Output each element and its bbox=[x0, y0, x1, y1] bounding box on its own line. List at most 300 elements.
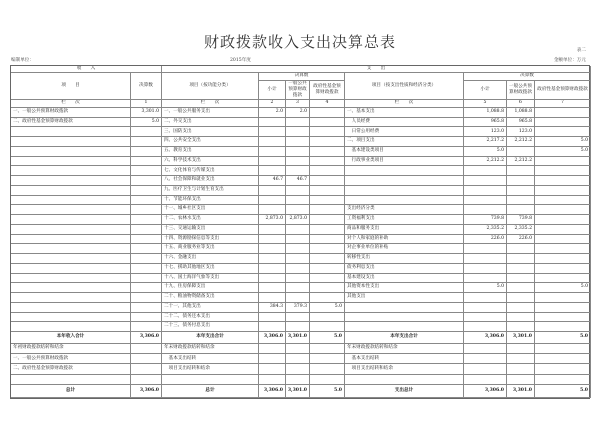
table-row-econ-item: 对企事业单位的补贴 bbox=[345, 244, 464, 254]
table-row-income-value bbox=[131, 293, 162, 303]
table-row-econ-subtotal: 965.8 bbox=[464, 118, 507, 128]
carry-row-econ-item: 项目支出结转和结余 bbox=[345, 364, 464, 374]
table-row-income-item bbox=[11, 215, 131, 225]
table-row-income-value bbox=[131, 244, 162, 254]
table-row-econ-general bbox=[507, 244, 535, 254]
table-row-func-item: 十一、城乡社区支出 bbox=[162, 205, 259, 215]
table-row-econ-item bbox=[345, 176, 464, 186]
carry-row-econ-item: 基本支出结转 bbox=[345, 354, 464, 364]
table-row-econ-gov-fund bbox=[535, 313, 591, 323]
carry-row-econ-general bbox=[507, 354, 535, 364]
table-row-func-subtotal bbox=[259, 137, 286, 147]
carry-row-income-value bbox=[131, 354, 162, 364]
table-row-econ-item: 人员经费 bbox=[345, 118, 464, 128]
table-row-func-gov-fund bbox=[310, 293, 345, 303]
carry-row-econ-gov-fund bbox=[535, 364, 591, 374]
carry-row-income-item: 年初财政拨款结转和结余 bbox=[11, 344, 131, 354]
unit-label: 编制单位： bbox=[11, 58, 34, 63]
income-project-header: 项 目 bbox=[11, 73, 131, 100]
grand-total-row-econ-subtotal: 3,306.0 bbox=[464, 385, 507, 398]
table-row-econ-subtotal bbox=[464, 293, 507, 303]
table-row-func-subtotal bbox=[259, 322, 286, 332]
table-row-econ-general: 123.0 bbox=[507, 127, 535, 137]
col-number: 4 bbox=[310, 100, 345, 108]
table-row-econ-gov-fund bbox=[535, 196, 591, 206]
grand-total-row-func-gov-fund: 5.0 bbox=[310, 385, 345, 398]
lanci-label: 栏 次 bbox=[345, 100, 464, 108]
table-row-income-item bbox=[11, 322, 131, 332]
table-row-func-item: 一、一般公共服务支出 bbox=[162, 108, 259, 118]
econ-decision-header: 决算数 bbox=[464, 73, 591, 81]
table-row-econ-gov-fund: 5.0 bbox=[535, 147, 591, 157]
table-row-func-gov-fund bbox=[310, 283, 345, 293]
carry-row-func-general bbox=[286, 364, 310, 374]
grand-total-row-econ-general: 3,301.0 bbox=[507, 385, 535, 398]
table-row-func-gov-fund bbox=[310, 313, 345, 323]
table-row-econ-subtotal bbox=[464, 254, 507, 264]
table-row-econ-gov-fund bbox=[535, 176, 591, 186]
carry-row-econ-subtotal bbox=[464, 354, 507, 364]
table-row-func-gov-fund bbox=[310, 215, 345, 225]
table-row-econ-item: 工资福利支出 bbox=[345, 215, 464, 225]
table-row-func-gov-fund bbox=[310, 176, 345, 186]
carry-row-func-item: 基本支出结转 bbox=[162, 354, 259, 364]
table-row-func-subtotal bbox=[259, 127, 286, 137]
table-row-func-general bbox=[286, 244, 310, 254]
table-row-econ-item bbox=[345, 313, 464, 323]
table-row-econ-subtotal bbox=[464, 166, 507, 176]
carry-row-econ-gov-fund bbox=[535, 354, 591, 364]
table-row-func-item: 十、节能环保支出 bbox=[162, 196, 259, 206]
col-number: 2 bbox=[259, 100, 286, 108]
table-row-econ-item: 基本建设类项目 bbox=[345, 147, 464, 157]
table-row-econ-subtotal bbox=[464, 322, 507, 332]
table-row-func-item: 二、外交支出 bbox=[162, 118, 259, 128]
carry-row-func-item bbox=[162, 375, 259, 385]
grand-total-row-func-general: 3,301.0 bbox=[286, 385, 310, 398]
carry-row-econ-gov-fund bbox=[535, 375, 591, 385]
table-row-econ-subtotal: 739.8 bbox=[464, 215, 507, 225]
table-row-econ-item: 对个人和家庭的补助 bbox=[345, 235, 464, 245]
carry-row-econ-general bbox=[507, 375, 535, 385]
total-row-func-subtotal: 3,306.0 bbox=[259, 332, 286, 344]
income-budget-header: 决算数 bbox=[131, 73, 162, 100]
table-row-income-value bbox=[131, 313, 162, 323]
table-row-func-item: 十九、住房保障支出 bbox=[162, 283, 259, 293]
table-row-func-subtotal bbox=[259, 147, 286, 157]
col-number: 3 bbox=[286, 100, 310, 108]
table-row-func-gov-fund bbox=[310, 205, 345, 215]
table-row-func-subtotal bbox=[259, 313, 286, 323]
table-number: 表二 bbox=[576, 48, 586, 53]
table-row-func-general bbox=[286, 283, 310, 293]
lanci-label: 栏 次 bbox=[162, 100, 259, 108]
table-row-income-value bbox=[131, 127, 162, 137]
table-row-income-value bbox=[131, 264, 162, 274]
budget-table bbox=[10, 65, 590, 399]
table-row-income-item bbox=[11, 274, 131, 284]
table-row-econ-item: 日常公用经费 bbox=[345, 127, 464, 137]
func-subtotal-header: 小计 bbox=[259, 81, 286, 100]
func-item-header: 项目（按功能分类） bbox=[162, 73, 259, 100]
total-row-econ-general: 3,301.0 bbox=[507, 332, 535, 344]
table-row-income-item bbox=[11, 313, 131, 323]
table-row-econ-subtotal bbox=[464, 186, 507, 196]
table-row-econ-gov-fund bbox=[535, 127, 591, 137]
table-row-income-item bbox=[11, 264, 131, 274]
carry-row-income-item: 二、政府性基金预算财政拨款 bbox=[11, 364, 131, 374]
table-row-income-item bbox=[11, 205, 131, 215]
table-row-econ-general: 226.0 bbox=[507, 235, 535, 245]
carry-row-econ-item bbox=[345, 375, 464, 385]
grand-total-row-func-subtotal: 3,306.0 bbox=[259, 385, 286, 398]
table-row-income-item bbox=[11, 225, 131, 235]
table-row-econ-general: 2,335.2 bbox=[507, 225, 535, 235]
table-row-func-gov-fund bbox=[310, 274, 345, 284]
table-row-func-general bbox=[286, 157, 310, 167]
table-row-func-general bbox=[286, 196, 310, 206]
table-row-func-gov-fund bbox=[310, 322, 345, 332]
table-row-income-item bbox=[11, 186, 131, 196]
table-row-econ-gov-fund bbox=[535, 274, 591, 284]
carry-row-func-subtotal bbox=[259, 354, 286, 364]
carry-row-income-value bbox=[131, 344, 162, 354]
table-row-econ-item bbox=[345, 303, 464, 313]
table-row-econ-general: 739.8 bbox=[507, 215, 535, 225]
table-row-func-item: 十八、国土海洋气象等支出 bbox=[162, 274, 259, 284]
table-row-func-gov-fund bbox=[310, 225, 345, 235]
table-row-econ-general bbox=[507, 166, 535, 176]
grand-total-row-econ-item: 支出总计 bbox=[345, 385, 464, 398]
table-row-func-subtotal bbox=[259, 293, 286, 303]
carry-row-func-general bbox=[286, 344, 310, 354]
table-row-income-item bbox=[11, 283, 131, 293]
table-row-func-subtotal: 384.3 bbox=[259, 303, 286, 313]
table-row-func-general: 379.3 bbox=[286, 303, 310, 313]
table-row-econ-item: 基本建设支出 bbox=[345, 274, 464, 284]
table-row-econ-general: 965.8 bbox=[507, 118, 535, 128]
table-row-func-general bbox=[286, 274, 310, 284]
table-row-income-item bbox=[11, 147, 131, 157]
table-row-econ-gov-fund bbox=[535, 303, 591, 313]
table-row-func-subtotal bbox=[259, 283, 286, 293]
table-row-income-value bbox=[131, 186, 162, 196]
table-row-func-subtotal bbox=[259, 264, 286, 274]
table-row-econ-subtotal: 226.0 bbox=[464, 235, 507, 245]
table-row-econ-subtotal: 123.0 bbox=[464, 127, 507, 137]
amount-unit-label: 金额单位：万元 bbox=[553, 58, 586, 63]
total-row-func-gov-fund: 5.0 bbox=[310, 332, 345, 344]
table-row-econ-item: 转移性支出 bbox=[345, 254, 464, 264]
table-row-econ-gov-fund bbox=[535, 166, 591, 176]
table-row-income-item bbox=[11, 293, 131, 303]
table-row-income-value bbox=[131, 166, 162, 176]
table-row-econ-subtotal bbox=[464, 313, 507, 323]
table-row-income-value bbox=[131, 322, 162, 332]
document-title: 财政拨款收入支出决算总表 bbox=[203, 33, 396, 51]
table-row-econ-gov-fund: 5.0 bbox=[535, 283, 591, 293]
table-row-econ-item bbox=[345, 196, 464, 206]
carry-row-func-subtotal bbox=[259, 344, 286, 354]
carry-row-income-item: 一、一般公共预算财政拨款 bbox=[11, 354, 131, 364]
table-row-econ-general: 2,212.2 bbox=[507, 137, 535, 147]
expense-header: 支 出 bbox=[162, 66, 591, 73]
col-number: 1 bbox=[131, 100, 162, 108]
table-row-econ-gov-fund bbox=[535, 225, 591, 235]
grand-total-row-func-item: 总计 bbox=[162, 385, 259, 398]
total-row-income-value: 3,306.0 bbox=[131, 332, 162, 344]
func-decision-header: 决算数 bbox=[259, 73, 345, 81]
carry-row-func-general bbox=[286, 375, 310, 385]
total-row-func-item: 本年支出合计 bbox=[162, 332, 259, 344]
table-row-func-gov-fund bbox=[310, 166, 345, 176]
table-row-func-item: 九、医疗卫生与计划生育支出 bbox=[162, 186, 259, 196]
carry-row-econ-subtotal bbox=[464, 364, 507, 374]
total-row-func-general: 3,301.0 bbox=[286, 332, 310, 344]
table-row-econ-gov-fund bbox=[535, 254, 591, 264]
table-row-func-subtotal bbox=[259, 196, 286, 206]
table-row-econ-gov-fund: 5.0 bbox=[535, 137, 591, 147]
total-row-econ-subtotal: 3,306.0 bbox=[464, 332, 507, 344]
table-row-income-item bbox=[11, 137, 131, 147]
carry-row-econ-subtotal bbox=[464, 375, 507, 385]
table-row-econ-general bbox=[507, 196, 535, 206]
table-row-econ-general bbox=[507, 322, 535, 332]
table-row-econ-subtotal: 5.0 bbox=[464, 283, 507, 293]
table-row-func-gov-fund bbox=[310, 264, 345, 274]
table-row-econ-gov-fund bbox=[535, 186, 591, 196]
table-row-econ-subtotal bbox=[464, 196, 507, 206]
table-row-func-item: 三、国防支出 bbox=[162, 127, 259, 137]
grand-total-row-income-value: 3,306.0 bbox=[131, 385, 162, 398]
table-row-func-subtotal bbox=[259, 186, 286, 196]
table-row-income-value bbox=[131, 254, 162, 264]
table-row-econ-item: 二、项目支出 bbox=[345, 137, 464, 147]
table-row-econ-general bbox=[507, 254, 535, 264]
total-row-econ-gov-fund: 5.0 bbox=[535, 332, 591, 344]
table-row-func-subtotal bbox=[259, 166, 286, 176]
carry-row-func-subtotal bbox=[259, 364, 286, 374]
table-row-econ-subtotal: 2,335.2 bbox=[464, 225, 507, 235]
table-row-income-value bbox=[131, 147, 162, 157]
table-row-func-general bbox=[286, 225, 310, 235]
table-row-func-general bbox=[286, 147, 310, 157]
table-row-func-general bbox=[286, 118, 310, 128]
table-row-func-item: 五、教育支出 bbox=[162, 147, 259, 157]
table-row-econ-general bbox=[507, 264, 535, 274]
table-row-econ-gov-fund bbox=[535, 205, 591, 215]
table-row-func-subtotal bbox=[259, 225, 286, 235]
func-general-header: 一般公共预算财政拨款 bbox=[286, 81, 310, 100]
table-row-econ-gov-fund bbox=[535, 264, 591, 274]
table-row-func-item: 十三、交通运输支出 bbox=[162, 225, 259, 235]
table-row-func-subtotal bbox=[259, 118, 286, 128]
table-row-income-value bbox=[131, 215, 162, 225]
table-row-econ-item: 商品和服务支出 bbox=[345, 225, 464, 235]
total-row-econ-item: 本年支出合计 bbox=[345, 332, 464, 344]
table-row-income-value bbox=[131, 274, 162, 284]
carry-row-func-gov-fund bbox=[310, 354, 345, 364]
table-row-econ-general: 2,212.2 bbox=[507, 157, 535, 167]
table-row-income-value bbox=[131, 235, 162, 245]
carry-row-income-value bbox=[131, 375, 162, 385]
table-row-income-item bbox=[11, 196, 131, 206]
table-row-econ-general bbox=[507, 147, 535, 157]
table-row-func-item: 四、公共安全支出 bbox=[162, 137, 259, 147]
table-row-func-gov-fund bbox=[310, 108, 345, 118]
table-row-econ-general: 1,088.8 bbox=[507, 108, 535, 118]
table-row-func-item: 八、社会保障和就业支出 bbox=[162, 176, 259, 186]
table-row-income-item bbox=[11, 176, 131, 186]
table-row-econ-general bbox=[507, 283, 535, 293]
col-number: 7 bbox=[535, 100, 591, 108]
econ-item-header: 项目（按支出性质和经济分类） bbox=[345, 73, 464, 100]
table-row-func-subtotal bbox=[259, 157, 286, 167]
table-row-econ-item: 其他支出 bbox=[345, 293, 464, 303]
carry-row-func-item: 项目支出结转和结余 bbox=[162, 364, 259, 374]
table-row-econ-item bbox=[345, 166, 464, 176]
table-row-func-general bbox=[286, 254, 310, 264]
table-row-econ-general bbox=[507, 313, 535, 323]
lanci-label: 栏 次 bbox=[11, 100, 131, 108]
table-row-income-item bbox=[11, 254, 131, 264]
carry-row-func-subtotal bbox=[259, 375, 286, 385]
table-row-econ-general bbox=[507, 186, 535, 196]
table-row-econ-gov-fund bbox=[535, 322, 591, 332]
table-row-econ-item: 行政事业类项目 bbox=[345, 157, 464, 167]
table-row-econ-general bbox=[507, 274, 535, 284]
table-row-econ-general bbox=[507, 176, 535, 186]
table-row-income-value bbox=[131, 196, 162, 206]
table-row-func-item: 十四、资源勘探信息等支出 bbox=[162, 235, 259, 245]
table-row-func-subtotal: 2,873.0 bbox=[259, 215, 286, 225]
table-row-income-item bbox=[11, 157, 131, 167]
table-row-income-item bbox=[11, 166, 131, 176]
table-row-econ-gov-fund bbox=[535, 118, 591, 128]
econ-general-header: 一般公共预算财政拨款 bbox=[507, 81, 535, 100]
table-row-func-general bbox=[286, 127, 310, 137]
carry-row-func-gov-fund bbox=[310, 364, 345, 374]
table-row-income-value bbox=[131, 176, 162, 186]
grand-total-row-income-item: 总计 bbox=[11, 385, 131, 398]
table-row-func-general bbox=[286, 293, 310, 303]
table-row-func-subtotal bbox=[259, 274, 286, 284]
carry-row-econ-gov-fund bbox=[535, 344, 591, 354]
table-row-func-item: 十七、援助其他地区支出 bbox=[162, 264, 259, 274]
table-row-func-item: 二十二、债务还本支出 bbox=[162, 313, 259, 323]
table-row-func-gov-fund bbox=[310, 127, 345, 137]
table-row-func-item: 十二、农林水支出 bbox=[162, 215, 259, 225]
func-gov-fund-header: 政府性基金预算财政拨款 bbox=[310, 81, 345, 100]
table-row-econ-item bbox=[345, 322, 464, 332]
table-row-econ-item: 一、基本支出 bbox=[345, 108, 464, 118]
table-row-func-subtotal bbox=[259, 254, 286, 264]
table-row-income-value bbox=[131, 157, 162, 167]
table-row-func-general bbox=[286, 205, 310, 215]
carry-row-econ-item: 年末财政拨款结转和结余 bbox=[345, 344, 464, 354]
table-row-econ-subtotal bbox=[464, 244, 507, 254]
table-row-func-general bbox=[286, 264, 310, 274]
table-row-econ-gov-fund bbox=[535, 215, 591, 225]
income-header: 收 入 bbox=[11, 66, 162, 73]
table-row-income-value bbox=[131, 137, 162, 147]
table-row-income-item bbox=[11, 244, 131, 254]
table-row-func-gov-fund bbox=[310, 137, 345, 147]
table-row-func-gov-fund bbox=[310, 254, 345, 264]
table-row-func-gov-fund bbox=[310, 244, 345, 254]
year-label: 2015年度 bbox=[230, 58, 251, 63]
table-row-func-gov-fund bbox=[310, 196, 345, 206]
carry-row-func-gov-fund bbox=[310, 344, 345, 354]
carry-row-econ-general bbox=[507, 344, 535, 354]
table-row-econ-subtotal bbox=[464, 303, 507, 313]
table-row-func-subtotal: 46.7 bbox=[259, 176, 286, 186]
table-row-econ-general bbox=[507, 205, 535, 215]
table-row-income-value: 5.0 bbox=[131, 118, 162, 128]
econ-subtotal-header: 小计 bbox=[464, 81, 507, 100]
table-row-income-item bbox=[11, 303, 131, 313]
table-row-func-item: 七、文化体育与传媒支出 bbox=[162, 166, 259, 176]
table-row-func-subtotal: 2.0 bbox=[259, 108, 286, 118]
table-row-func-general bbox=[286, 166, 310, 176]
table-row-income-item bbox=[11, 127, 131, 137]
table-row-econ-general bbox=[507, 293, 535, 303]
table-row-func-gov-fund: 5.0 bbox=[310, 303, 345, 313]
table-row-func-gov-fund bbox=[310, 157, 345, 167]
table-row-income-item: 一、一般公共预算财政拨款 bbox=[11, 108, 131, 118]
table-row-econ-subtotal bbox=[464, 205, 507, 215]
table-row-econ-subtotal: 2,212.2 bbox=[464, 157, 507, 167]
table-row-func-gov-fund bbox=[310, 118, 345, 128]
table-row-income-value bbox=[131, 303, 162, 313]
econ-gov-fund-header: 政府性基金预算财政拨款 bbox=[535, 81, 591, 100]
table-row-func-general: 46.7 bbox=[286, 176, 310, 186]
carry-row-func-gov-fund bbox=[310, 375, 345, 385]
table-row-func-item: 十六、金融支出 bbox=[162, 254, 259, 264]
table-row-func-item: 二十一、其他支出 bbox=[162, 303, 259, 313]
table-row-income-item bbox=[11, 235, 131, 245]
table-row-econ-item: 债务利息支出 bbox=[345, 264, 464, 274]
table-row-func-item: 二十三、债务付息支出 bbox=[162, 322, 259, 332]
table-row-income-value bbox=[131, 205, 162, 215]
table-row-econ-item: 支出经济分类 bbox=[345, 205, 464, 215]
table-row-income-value bbox=[131, 225, 162, 235]
table-row-econ-gov-fund bbox=[535, 108, 591, 118]
table-row-econ-subtotal bbox=[464, 274, 507, 284]
table-row-func-subtotal bbox=[259, 235, 286, 245]
total-row-income-item: 本年收入合计 bbox=[11, 332, 131, 344]
table-row-econ-subtotal: 2,217.2 bbox=[464, 137, 507, 147]
carry-row-func-item: 年末财政拨款结转和结余 bbox=[162, 344, 259, 354]
table-row-func-subtotal bbox=[259, 244, 286, 254]
table-row-income-value bbox=[131, 283, 162, 293]
table-row-econ-item bbox=[345, 186, 464, 196]
table-row-func-subtotal bbox=[259, 205, 286, 215]
table-row-func-general bbox=[286, 186, 310, 196]
table-row-func-general: 2,873.0 bbox=[286, 215, 310, 225]
grand-total-row-econ-gov-fund: 5.0 bbox=[535, 385, 591, 398]
table-row-econ-subtotal: 5.0 bbox=[464, 147, 507, 157]
table-row-func-gov-fund bbox=[310, 235, 345, 245]
carry-row-econ-subtotal bbox=[464, 344, 507, 354]
table-row-econ-general bbox=[507, 303, 535, 313]
table-row-func-item: 六、科学技术支出 bbox=[162, 157, 259, 167]
carry-row-income-item bbox=[11, 375, 131, 385]
table-row-econ-subtotal bbox=[464, 264, 507, 274]
table-row-econ-gov-fund bbox=[535, 244, 591, 254]
table-row-econ-subtotal: 1,088.8 bbox=[464, 108, 507, 118]
table-row-income-value: 3,301.0 bbox=[131, 108, 162, 118]
